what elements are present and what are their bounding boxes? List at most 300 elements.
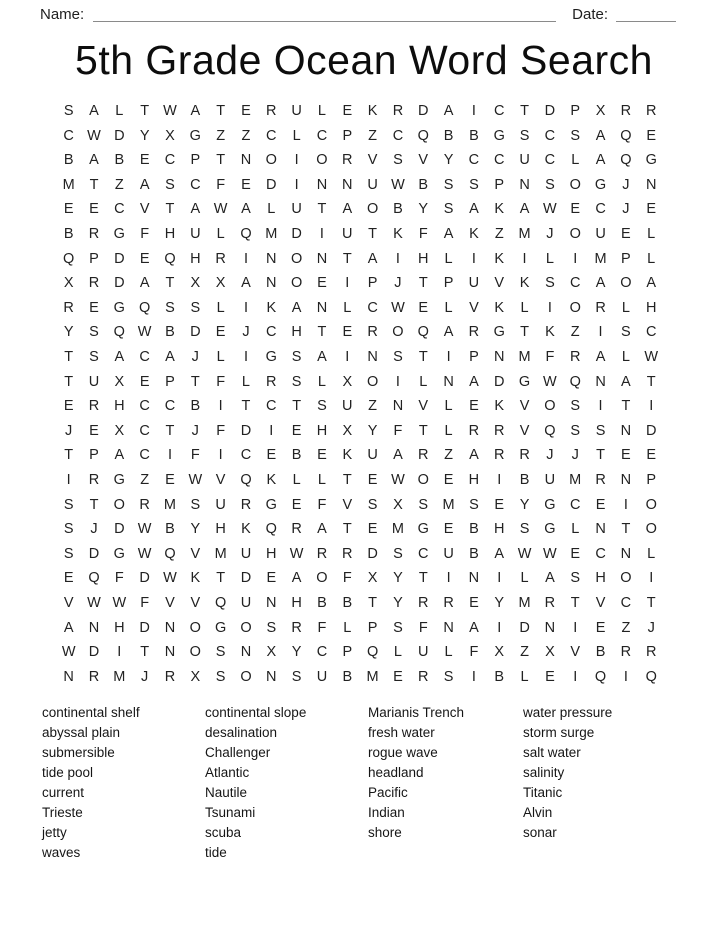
grid-cell: W <box>543 545 557 562</box>
grid-cell: Z <box>216 127 226 144</box>
grid-cell: K <box>519 275 530 292</box>
grid-cell: I <box>497 570 502 587</box>
grid-cell: Q <box>417 324 429 341</box>
word-list-column <box>523 703 612 862</box>
grid-cell: L <box>267 201 276 218</box>
grid-cell: N <box>316 299 328 316</box>
grid-cell: L <box>115 103 124 120</box>
grid-cell: B <box>469 521 479 538</box>
grid-cell: U <box>342 226 353 243</box>
word-item: scuba <box>205 824 242 840</box>
grid-cell: S <box>63 103 74 120</box>
grid-cell: P <box>443 275 454 292</box>
grid-cell: I <box>573 619 578 636</box>
grid-cell: V <box>418 398 429 415</box>
word-item: Pacific <box>368 784 408 800</box>
grid-cell: F <box>342 570 352 587</box>
grid-row <box>56 640 664 665</box>
word-item: Tsunami <box>205 804 256 820</box>
grid-cell: S <box>519 127 530 144</box>
grid-cell: G <box>518 373 531 390</box>
grid-cell: R <box>544 594 556 611</box>
grid-cell: G <box>113 226 125 243</box>
word-list-column <box>42 703 205 862</box>
grid-cell: G <box>544 521 556 538</box>
grid-cell: S <box>393 152 403 169</box>
grid-cell: Y <box>443 152 454 169</box>
grid-cell: I <box>395 250 400 267</box>
grid-cell: T <box>140 644 150 661</box>
grid-row <box>56 197 664 222</box>
grid-cell: T <box>418 422 428 439</box>
word-item: current <box>42 784 85 800</box>
grid-cell: O <box>189 619 201 636</box>
word-item: water pressure <box>523 705 613 721</box>
grid-cell: R <box>88 471 100 488</box>
grid-cell: R <box>88 668 100 685</box>
grid-cell: S <box>63 545 74 562</box>
grid-cell: E <box>443 521 454 538</box>
grid-cell: E <box>621 447 631 464</box>
grid-cell: W <box>137 324 152 341</box>
grid-cell: S <box>595 422 606 439</box>
word-item: Marianis Trench <box>368 705 465 721</box>
grid-cell: G <box>417 521 429 538</box>
grid-cell: W <box>391 471 405 488</box>
word-item: Trieste <box>42 804 83 820</box>
grid-cell: O <box>290 275 303 292</box>
grid-cell: I <box>522 250 527 267</box>
grid-cell: K <box>342 447 353 464</box>
grid-cell: E <box>139 373 150 390</box>
grid-cell: L <box>216 299 225 316</box>
grid-cell: G <box>265 348 277 365</box>
grid-cell: S <box>63 496 74 513</box>
grid-cell: K <box>469 226 479 243</box>
grid-cell: I <box>345 275 350 292</box>
grid-cell: R <box>620 644 632 661</box>
grid-cell: D <box>519 619 530 636</box>
grid-cell: W <box>61 644 76 661</box>
grid-cell: X <box>342 422 353 439</box>
grid-cell: T <box>64 348 74 365</box>
grid-cell: F <box>393 422 403 439</box>
grid-cell: A <box>595 275 606 292</box>
grid-cell: I <box>497 619 502 636</box>
grid-cell: T <box>418 275 428 292</box>
grid-cell: S <box>393 348 403 365</box>
word-list-column <box>205 703 368 862</box>
grid-cell: C <box>240 447 252 464</box>
word-item: salt water <box>523 745 581 761</box>
grid-cell: A <box>393 447 403 464</box>
grid-cell: L <box>241 373 250 390</box>
grid-cell: T <box>241 398 251 415</box>
grid-cell: T <box>520 103 529 120</box>
grid-cell: E <box>317 275 327 292</box>
grid-cell: U <box>367 176 378 193</box>
grid-cell: R <box>367 324 378 341</box>
grid-cell: U <box>240 594 252 611</box>
grid-cell: Q <box>113 324 125 341</box>
grid-cell: E <box>367 521 378 538</box>
grid-cell: V <box>139 201 150 218</box>
grid-cell: R <box>468 324 480 341</box>
grid-cell: Q <box>139 299 151 316</box>
grid-cell: Q <box>164 250 176 267</box>
grid-cell: P <box>367 619 378 636</box>
grid-cell: B <box>165 521 175 538</box>
grid-cell: X <box>393 496 403 513</box>
grid-cell: Z <box>444 447 454 464</box>
word-item: desalination <box>205 725 278 741</box>
grid-cell: T <box>520 324 529 341</box>
grid-cell: W <box>137 521 152 538</box>
grid-cell: H <box>468 471 480 488</box>
grid-cell: R <box>240 496 252 513</box>
word-item: Challenger <box>205 745 271 761</box>
grid-cell: K <box>494 250 505 267</box>
grid-cell: S <box>165 176 175 193</box>
grid-cell: O <box>645 521 657 538</box>
grid-cell: U <box>342 398 353 415</box>
grid-cell: L <box>545 250 554 267</box>
grid-cell: O <box>366 201 379 218</box>
grid-cell: H <box>316 422 328 439</box>
grid-cell: E <box>89 201 99 218</box>
grid-cell: Z <box>368 398 378 415</box>
word-item: sonar <box>523 824 557 840</box>
grid-cell: X <box>63 275 74 292</box>
grid-cell: Q <box>417 127 429 144</box>
grid-cell: G <box>113 471 125 488</box>
grid-cell: G <box>113 545 125 562</box>
grid-cell: T <box>216 103 226 120</box>
grid-cell: N <box>519 176 530 193</box>
grid-cell: N <box>620 422 632 439</box>
grid-cell: I <box>649 570 654 587</box>
grid-cell: B <box>443 127 454 144</box>
grid-cell: E <box>418 299 429 316</box>
grid-cell: V <box>494 275 505 292</box>
grid-row <box>56 124 664 149</box>
grid-cell: A <box>139 275 150 292</box>
grid-cell: L <box>317 373 326 390</box>
grid-cell: G <box>493 127 505 144</box>
grid-cell: O <box>316 570 328 587</box>
grid-row <box>56 616 664 641</box>
grid-cell: S <box>266 619 277 636</box>
grid-cell: L <box>393 644 402 661</box>
grid-cell: M <box>569 471 582 488</box>
grid-cell: E <box>266 570 277 587</box>
word-item: abyssal plain <box>42 725 121 741</box>
grid-cell: S <box>621 324 631 341</box>
grid-cell: Y <box>494 594 505 611</box>
grid-cell: O <box>544 398 556 415</box>
grid-cell: L <box>444 398 453 415</box>
grid-cell: L <box>292 471 301 488</box>
grid-cell: Z <box>114 176 124 193</box>
grid-cell: R <box>620 103 632 120</box>
grid-cell: N <box>266 594 277 611</box>
grid-cell: J <box>622 201 630 218</box>
grid-row <box>56 665 664 690</box>
grid-cell: L <box>520 570 529 587</box>
grid-cell: T <box>570 594 580 611</box>
grid-row <box>56 394 664 419</box>
grid-cell: E <box>89 422 99 439</box>
grid-cell: U <box>595 226 606 243</box>
grid-cell: L <box>621 299 630 316</box>
word-item: continental slope <box>205 705 307 721</box>
grid-cell: C <box>164 152 176 169</box>
grid-cell: G <box>113 299 125 316</box>
grid-cell: A <box>443 103 454 120</box>
grid-cell: E <box>317 447 327 464</box>
grid-cell: W <box>137 545 152 562</box>
grid-cell: S <box>291 668 302 685</box>
grid-cell: Y <box>393 594 403 611</box>
grid-cell: L <box>317 471 326 488</box>
grid-cell: R <box>215 250 226 267</box>
grid-cell: P <box>190 152 201 169</box>
grid-cell: H <box>494 521 505 538</box>
grid-cell: O <box>569 299 581 316</box>
grid-cell: T <box>64 447 74 464</box>
grid-cell: F <box>418 226 428 243</box>
grid-cell: J <box>394 275 402 292</box>
grid-cell: J <box>242 324 250 341</box>
grid-cell: U <box>291 103 302 120</box>
grid-cell: J <box>141 668 149 685</box>
grid-cell: E <box>443 471 454 488</box>
grid-cell: V <box>342 496 353 513</box>
grid-cell: O <box>290 250 303 267</box>
grid-cell: R <box>266 373 277 390</box>
grid-cell: E <box>139 250 150 267</box>
grid-cell: N <box>443 373 454 390</box>
grid-cell: L <box>216 348 225 365</box>
grid-cell: Y <box>367 422 378 439</box>
grid-cell: T <box>418 348 428 365</box>
grid-cell: S <box>469 176 479 193</box>
grid-cell: T <box>89 496 99 513</box>
grid-cell: I <box>471 250 476 267</box>
grid-cell: C <box>468 152 480 169</box>
grid-cell: L <box>444 422 453 439</box>
grid-cell: I <box>573 668 578 685</box>
grid-cell: R <box>519 447 530 464</box>
grid-cell: I <box>243 348 248 365</box>
grid-cell: C <box>164 398 176 415</box>
grid-cell: L <box>621 348 630 365</box>
grid-cell: T <box>596 447 605 464</box>
grid-cell: U <box>443 545 454 562</box>
grid-cell: R <box>494 447 505 464</box>
grid-cell: A <box>494 545 505 562</box>
grid-cell: S <box>443 176 454 193</box>
grid-cell: E <box>570 201 581 218</box>
grid-cell: J <box>191 348 199 365</box>
grid-cell: A <box>139 176 150 193</box>
grid-cell: A <box>519 201 530 218</box>
word-item: tide pool <box>42 765 94 781</box>
grid-cell: B <box>63 152 74 169</box>
grid-cell: E <box>63 570 74 587</box>
grid-cell: S <box>443 201 454 218</box>
grid-cell: T <box>621 398 631 415</box>
grid-cell: S <box>89 324 99 341</box>
grid-cell: X <box>190 275 201 292</box>
grid-cell: M <box>442 496 455 513</box>
grid-cell: C <box>494 152 505 169</box>
grid-cell: C <box>316 644 328 661</box>
grid-cell: R <box>266 103 277 120</box>
grid-cell: S <box>190 496 201 513</box>
grid-cell: D <box>240 570 252 587</box>
grid-cell: E <box>241 103 251 120</box>
grid-cell: C <box>620 594 632 611</box>
grid-cell: L <box>444 250 453 267</box>
grid-cell: E <box>646 447 657 464</box>
grid-cell: M <box>518 594 531 611</box>
grid-cell: N <box>595 373 606 390</box>
grid-cell: P <box>570 103 581 120</box>
grid-cell: Q <box>240 471 252 488</box>
grid-cell: N <box>240 152 252 169</box>
word-item: submersible <box>42 745 115 761</box>
grid-cell: P <box>646 471 657 488</box>
grid-cell: A <box>291 570 302 587</box>
grid-cell: I <box>649 398 654 415</box>
grid-cell: N <box>240 644 252 661</box>
grid-cell: G <box>645 152 657 169</box>
grid-cell: W <box>517 545 532 562</box>
grid-cell: A <box>595 152 606 169</box>
grid-cell: N <box>620 471 632 488</box>
grid-cell: R <box>139 496 150 513</box>
grid-cell: G <box>265 496 277 513</box>
grid-cell: R <box>645 103 657 120</box>
grid-cell: L <box>216 226 225 243</box>
grid-cell: E <box>215 324 226 341</box>
grid-cell: Q <box>214 594 227 611</box>
grid-cell: F <box>216 422 226 439</box>
grid-cell: T <box>190 373 200 390</box>
grid-cell: B <box>63 226 74 243</box>
grid-cell: O <box>265 152 277 169</box>
grid-cell: V <box>190 545 201 562</box>
grid-cell: J <box>90 521 98 538</box>
grid-row <box>56 419 664 444</box>
grid-cell: N <box>443 619 454 636</box>
grid-cell: S <box>215 644 226 661</box>
header <box>0 0 728 23</box>
grid-cell: D <box>494 373 505 390</box>
grid-cell: M <box>366 668 379 685</box>
grid-cell: K <box>241 521 251 538</box>
grid-cell: S <box>469 496 479 513</box>
grid-cell: S <box>291 348 302 365</box>
grid-cell: T <box>165 422 175 439</box>
grid-cell: T <box>621 521 631 538</box>
word-item: Titanic <box>523 784 563 800</box>
grid-cell: J <box>65 422 73 439</box>
date-label: Date: <box>572 6 608 23</box>
grid-cell: A <box>469 447 479 464</box>
grid-cell: N <box>164 644 176 661</box>
grid-cell: W <box>391 176 405 193</box>
grid-cell: W <box>543 201 557 218</box>
word-item: headland <box>368 765 424 781</box>
grid-cell: A <box>89 152 99 169</box>
grid-cell: I <box>218 447 223 464</box>
grid-cell: H <box>645 299 657 316</box>
grid-cell: M <box>594 250 607 267</box>
grid-cell: A <box>367 250 378 267</box>
grid-cell: M <box>113 668 126 685</box>
grid-cell: L <box>444 299 453 316</box>
grid-cell: C <box>544 152 556 169</box>
grid-cell: R <box>88 275 100 292</box>
grid-cell: I <box>598 398 603 415</box>
grid-cell: A <box>469 373 479 390</box>
grid-cell: B <box>291 447 302 464</box>
grid-cell: B <box>342 668 353 685</box>
grid-row <box>56 148 664 173</box>
grid-cell: T <box>317 324 327 341</box>
grid-cell: E <box>469 594 479 611</box>
word-item: salinity <box>523 765 565 781</box>
grid-cell: B <box>494 668 505 685</box>
grid-cell: C <box>494 103 505 120</box>
grid-cell: E <box>595 496 606 513</box>
grid-cell: B <box>418 176 429 193</box>
grid-cell: Q <box>569 373 581 390</box>
grid-cell: L <box>419 373 428 390</box>
grid-cell: I <box>218 398 223 415</box>
grid-cell: S <box>393 545 403 562</box>
grid-row <box>56 566 664 591</box>
grid-cell: C <box>63 127 74 144</box>
grid-cell: M <box>214 545 227 562</box>
grid-cell: L <box>647 226 656 243</box>
grid-cell: U <box>367 447 378 464</box>
grid-cell: B <box>317 594 327 611</box>
grid-cell: A <box>646 275 657 292</box>
grid-row <box>56 493 664 518</box>
grid-row <box>56 542 664 567</box>
grid-cell: A <box>595 348 606 365</box>
grid-cell: R <box>63 299 74 316</box>
grid-row <box>56 222 664 247</box>
grid-cell: Z <box>570 324 580 341</box>
grid-cell: X <box>545 644 555 661</box>
grid-cell: Q <box>164 545 176 562</box>
grid-cell: P <box>621 250 631 267</box>
grid-cell: U <box>215 496 226 513</box>
word-item: storm surge <box>523 725 595 741</box>
grid-cell: I <box>167 447 172 464</box>
grid-cell: U <box>519 152 530 169</box>
grid-row <box>56 173 664 198</box>
grid-cell: E <box>545 668 555 685</box>
grid-cell: L <box>317 103 326 120</box>
grid-cell: S <box>291 373 302 390</box>
grid-row <box>56 320 664 345</box>
grid-cell: V <box>519 398 530 415</box>
